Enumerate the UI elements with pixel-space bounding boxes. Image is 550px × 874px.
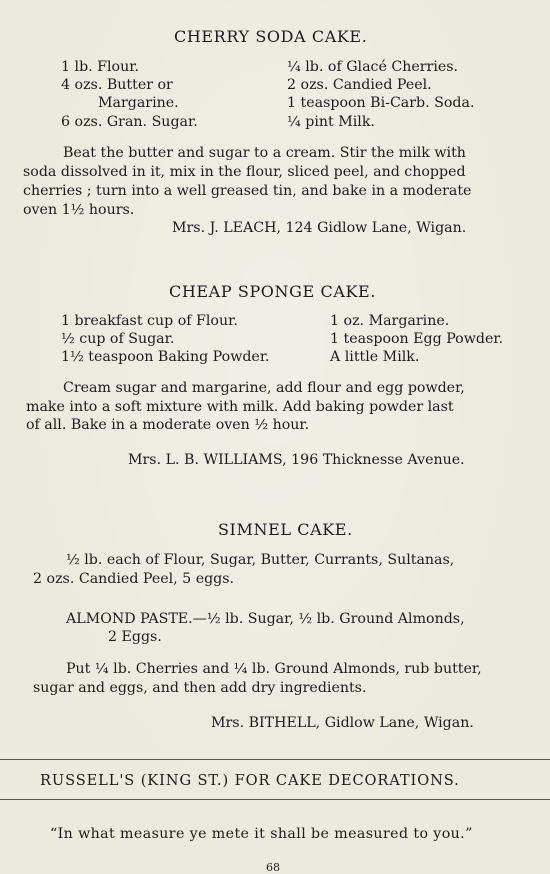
ingredient: 2 ozs. Candied Peel, 5 eggs.: [33, 571, 235, 587]
method-line: oven 1½ hours.: [23, 202, 135, 218]
ingredient: 1 teaspoon Egg Powder.: [330, 331, 504, 347]
ingredient: 1 lb. Flour.: [61, 59, 139, 75]
ingredient: 6 ozs. Gran. Sugar.: [61, 114, 198, 130]
method-line: soda dissolved in it, mix in the flour, sliced peel, and chopped: [23, 164, 466, 180]
method-line: make into a soft mixture with milk. Add baking powder last: [26, 399, 454, 415]
divider-bottom: [0, 799, 550, 800]
divider-top: [0, 759, 550, 760]
method-line: Cream sugar and margarine, add flour and egg powder,: [63, 380, 465, 396]
ingredient: A little Milk.: [330, 349, 420, 365]
method-line: sugar and eggs, and then add dry ingredients.: [33, 680, 367, 696]
cherry-soda-cake-title: CHERRY SODA CAKE.: [174, 27, 368, 46]
page-number: 68: [266, 861, 280, 874]
method-line: Beat the butter and sugar to a cream. Stir the milk with: [63, 145, 466, 161]
ingredient: Margarine.: [98, 95, 179, 111]
scripture-quote: “In what measure ye mete it shall be measured to you.”: [50, 826, 473, 842]
ingredient: ½ cup of Sugar.: [61, 331, 175, 347]
ingredient: ¼ lb. of Glacé Cherries.: [287, 59, 459, 75]
cheap-sponge-cake-title: CHEAP SPONGE CAKE.: [169, 282, 376, 301]
ingredient: 1 teaspoon Bi-Carb. Soda.: [287, 95, 475, 111]
recipe-author: Mrs. L. B. WILLIAMS, 196 Thicknesse Avenue.: [128, 452, 465, 468]
method-line: of all. Bake in a moderate oven ½ hour.: [26, 417, 310, 433]
ingredient: 1 breakfast cup of Flour.: [61, 313, 238, 329]
advert-line: RUSSELL'S (KING ST.) FOR CAKE DECORATIONS.: [40, 772, 460, 789]
ingredient: ¼ pint Milk.: [287, 114, 375, 130]
recipe-author: Mrs. J. LEACH, 124 Gidlow Lane, Wigan.: [172, 220, 467, 236]
ingredient: 1 oz. Margarine.: [330, 313, 450, 329]
almond-paste-line: 2 Eggs.: [108, 629, 162, 645]
method-line: cherries ; turn into a well greased tin, and bake in a moderate: [23, 183, 472, 199]
ingredient: ½ lb. each of Flour, Sugar, Butter, Currants, Sultanas,: [66, 552, 455, 568]
method-line: Put ¼ lb. Cherries and ¼ lb. Ground Almonds, rub butter,: [66, 661, 482, 677]
ingredient: 4 ozs. Butter or: [61, 77, 173, 93]
recipe-author: Mrs. BITHELL, Gidlow Lane, Wigan.: [211, 715, 474, 731]
ingredient: 1½ teaspoon Baking Powder.: [61, 349, 270, 365]
ingredient: 2 ozs. Candied Peel.: [287, 77, 432, 93]
almond-paste-line: ALMOND PASTE.—½ lb. Sugar, ½ lb. Ground Almonds,: [66, 611, 465, 627]
simnel-cake-title: SIMNEL CAKE.: [218, 520, 353, 539]
